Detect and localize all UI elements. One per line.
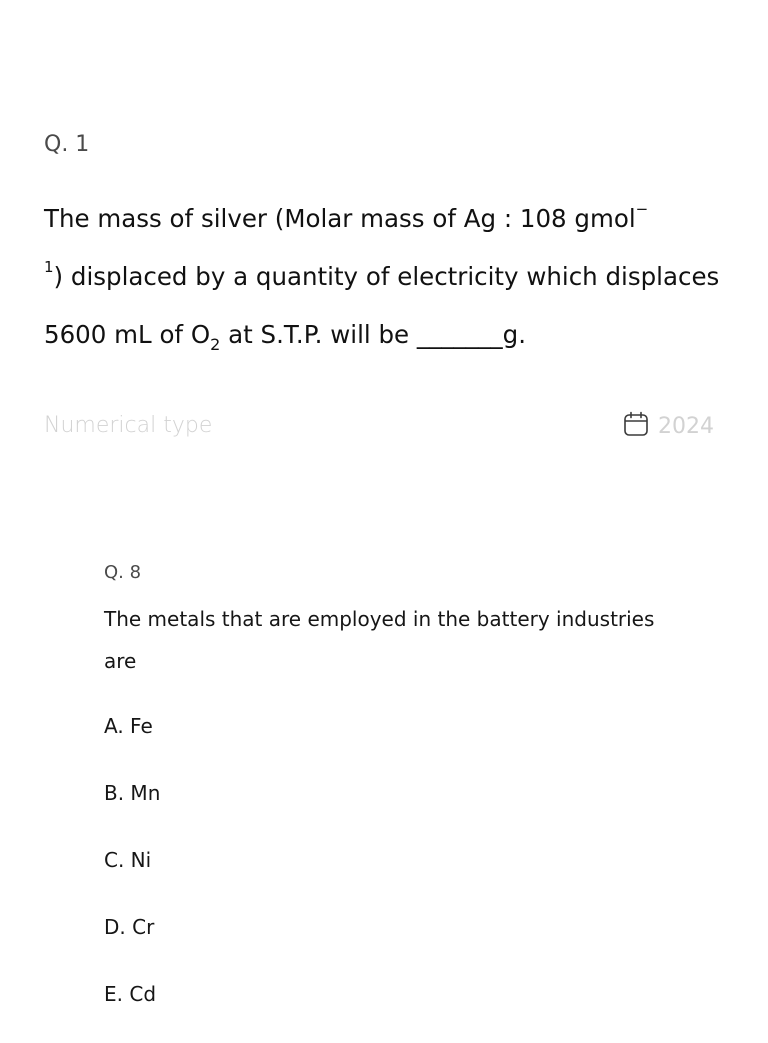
year-text: 2024 — [658, 413, 714, 439]
question-1-superscript-one: 1 — [44, 258, 54, 276]
question-type-label: Numerical type — [44, 413, 213, 438]
calendar-icon — [622, 410, 650, 442]
option-a[interactable]: A. Fe — [104, 714, 153, 738]
question-1-text-part2: ) displaced by a quantity of electricity which displaces 5600 mL of O — [44, 262, 720, 349]
answer-blank: _______ — [416, 320, 503, 349]
option-d[interactable]: D. Cr — [104, 915, 155, 939]
question-1-subscript: 2 — [210, 335, 221, 354]
option-e[interactable]: E. Cd — [104, 982, 157, 1006]
question-1-text — [44, 190, 734, 364]
question-1-text-part3: at S.T.P. will be — [220, 320, 417, 349]
question-8-number: Q. 8 — [104, 562, 142, 583]
question-1-text-part1: The mass of silver (Molar mass of Ag : 108 gmol — [44, 204, 636, 233]
year-tag — [622, 410, 714, 442]
option-c[interactable]: C. Ni — [104, 848, 152, 872]
options-list — [104, 708, 160, 1043]
question-8-text: The metals that are employed in the battery industries are — [104, 607, 655, 673]
question-1-text-part4: g. — [502, 320, 526, 349]
question-1-number: Q. 1 — [44, 132, 90, 157]
option-b[interactable]: B. Mn — [104, 781, 161, 805]
question-1-superscript-minus: − — [635, 200, 649, 218]
